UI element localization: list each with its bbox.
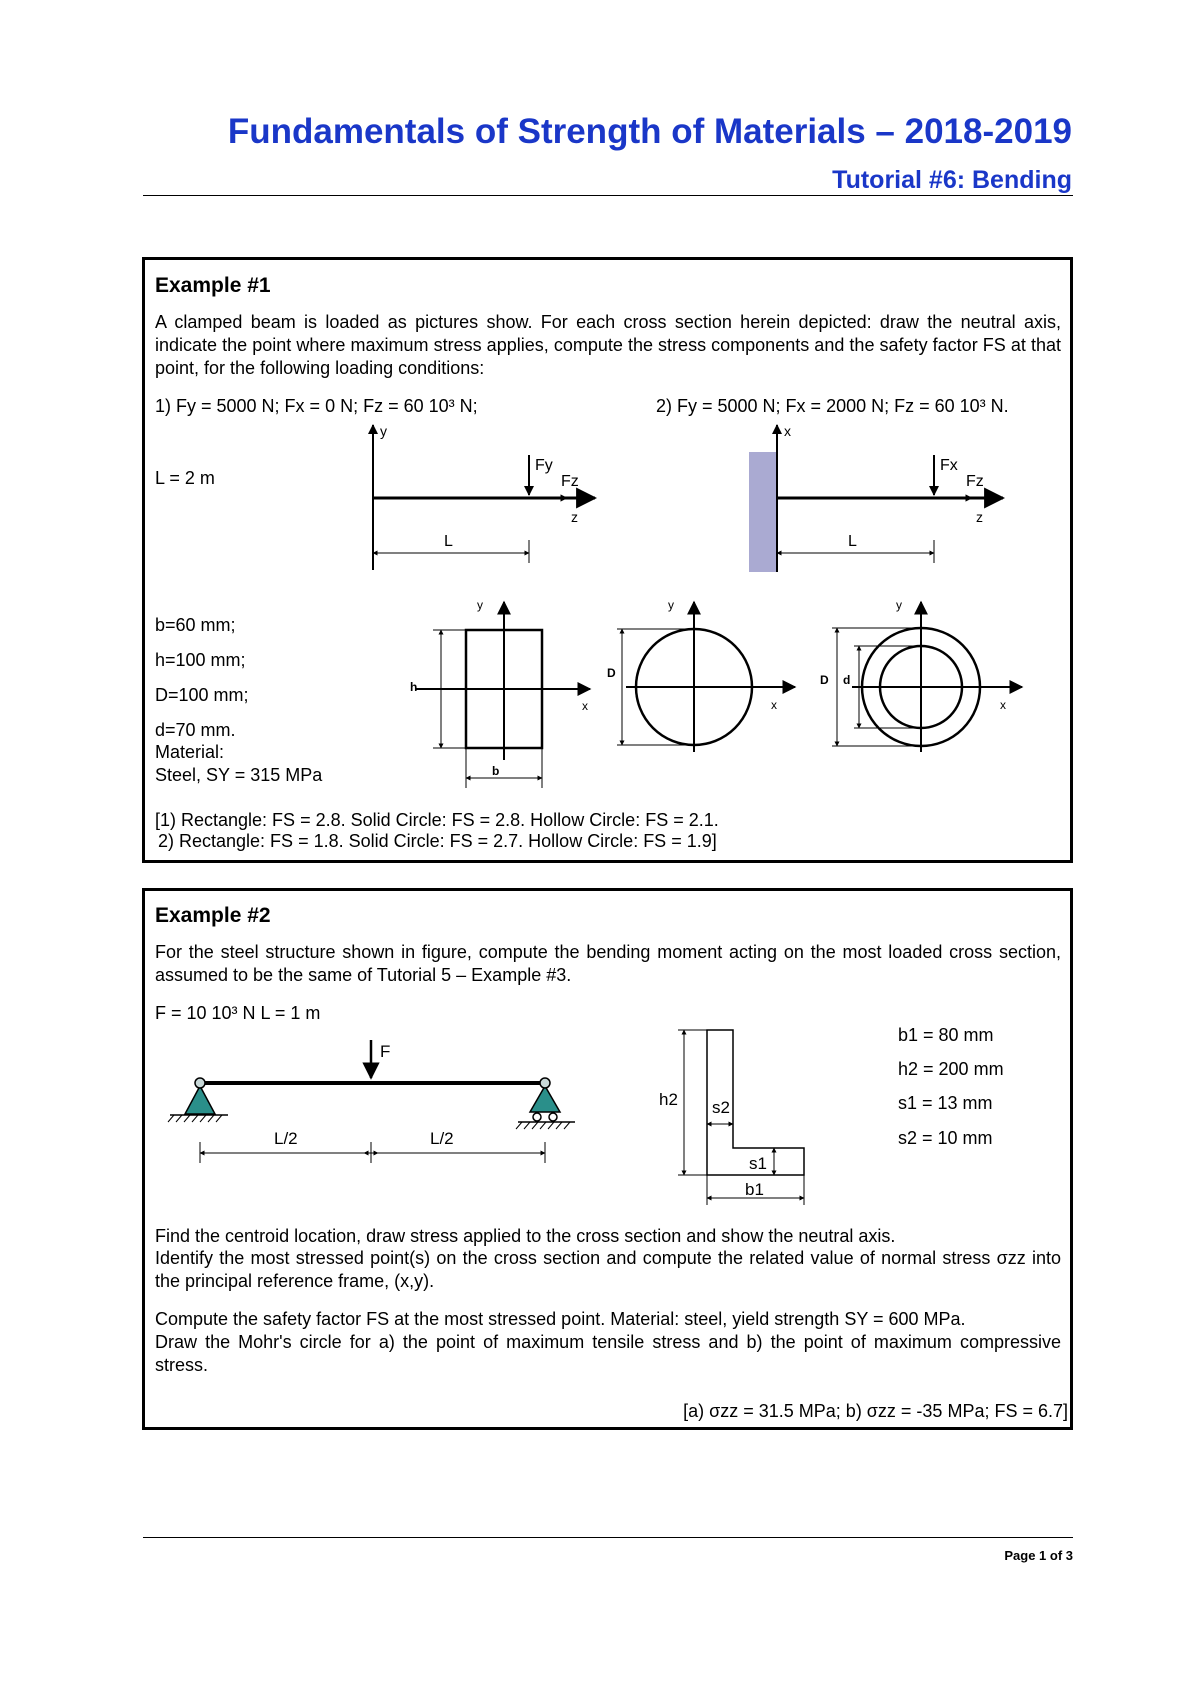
beam-length: L = 2 m [155, 468, 215, 488]
beam-figure-1 [373, 425, 595, 570]
fig1-force-z: Fz [561, 473, 579, 490]
task-4: Draw the Mohr's circle for a) the point of maximum tensile stress and b) the point of maximum compressive stress. [155, 1332, 1061, 1375]
rect-axis-y: y [477, 598, 483, 612]
fig2-force-x: Fx [940, 457, 958, 474]
pin-support [185, 1086, 215, 1114]
hollow-D: D [820, 673, 829, 687]
solid-D: D [607, 666, 616, 680]
fig1-length: L [444, 533, 453, 550]
dim-h: h=100 mm; [155, 650, 246, 670]
section-h2: h2 [659, 1090, 678, 1109]
fig2-length: L [848, 533, 857, 550]
wall [749, 452, 777, 572]
rect-b: b [492, 764, 500, 778]
fig1-axis-z: z [571, 509, 578, 525]
beam-figure-2 [777, 425, 1003, 572]
document-title: Fundamentals of Strength of Materials – 2018-2019 [227, 112, 1072, 151]
answer-1: [1) Rectangle: FS = 2.8. Solid Circle: FS = 2.8. Hollow Circle: FS = 2.1. [155, 810, 719, 830]
roller-support [530, 1086, 560, 1112]
half-length-right: L/2 [430, 1129, 454, 1148]
example-2-intro: For the steel structure shown in figure, compute the bending moment acting on the most loaded cross section, assumed to be the same of Tutorial 5 – Example #3. [155, 942, 1061, 985]
dim-s1: s1 = 13 mm [898, 1093, 993, 1113]
section-b1: b1 [745, 1180, 764, 1199]
dim-b: b=60 mm; [155, 615, 236, 635]
fig1-axis-y: y [380, 423, 387, 439]
rect-axis-x: x [582, 699, 588, 713]
example-2-heading: Example #2 [155, 904, 271, 927]
dim-s2: s2 = 10 mm [898, 1128, 993, 1148]
fig2-axis-x: x [784, 423, 791, 439]
solid-axis-x: x [771, 698, 777, 712]
beam-force-label: F [380, 1042, 391, 1061]
dim-h2: h2 = 200 mm [898, 1059, 1004, 1079]
task-2: Identify the most stressed point(s) on the cross section and compute the related value of normal stress σzz into the principal reference frame, (x,y). [155, 1248, 1061, 1291]
page-number: Page 1 of 3 [1004, 1548, 1073, 1563]
solid-axis-y: y [668, 598, 674, 612]
tutorial-subtitle: Tutorial #6: Bending [832, 166, 1072, 194]
half-length-left: L/2 [274, 1129, 298, 1148]
fig2-axis-z: z [976, 509, 983, 525]
hollow-d: d [843, 673, 851, 687]
hollow-circle-section [832, 602, 1022, 752]
hollow-axis-x: x [1000, 698, 1006, 712]
example-1-case-2: 2) Fy = 5000 N; Fx = 2000 N; Fz = 60 10³ N. [656, 396, 1009, 416]
solid-circle-section [617, 602, 795, 752]
task-3: Compute the safety factor FS at the most stressed point. Material: steel, yield strength SY = 600 MPa. [155, 1309, 966, 1329]
example-1-case-1: 1) Fy = 5000 N; Fx = 0 N; Fz = 60 10³ N; [155, 396, 478, 416]
example-2-answer: [a) σzz = 31.5 MPa; b) σzz = -35 MPa; FS = 6.7] [683, 1401, 1068, 1421]
simply-supported-beam [168, 1040, 575, 1163]
dim-D: D=100 mm; [155, 685, 249, 705]
material-label: Material: [155, 742, 225, 762]
rect-section [415, 602, 590, 788]
rect-h: h [410, 680, 418, 694]
l-section [678, 1030, 804, 1205]
dim-d: d=70 mm. [155, 720, 236, 740]
example-1-intro: A clamped beam is loaded as pictures show. For each cross section herein depicted: draw the neutral axis, indicate the point where maximum stress applies, compute the stress components and the safety factor FS at that point, for the following loading conditions: [155, 312, 1061, 378]
section-s2: s2 [712, 1098, 730, 1117]
dim-b1: b1 = 80 mm [898, 1025, 994, 1045]
section-s1: s1 [749, 1154, 767, 1173]
fig2-force-z: Fz [966, 473, 984, 490]
task-1: Find the centroid location, draw stress applied to the cross section and show the neutral axis. [155, 1226, 896, 1246]
example-2-load: F = 10 10³ N L = 1 m [155, 1003, 321, 1023]
answer-2: 2) Rectangle: FS = 1.8. Solid Circle: FS = 2.7. Hollow Circle: FS = 1.9] [158, 831, 717, 851]
material-value: Steel, SY = 315 MPa [155, 765, 323, 785]
hollow-axis-y: y [896, 598, 902, 612]
fig1-force-y: Fy [535, 457, 553, 474]
example-1-heading: Example #1 [155, 274, 271, 297]
